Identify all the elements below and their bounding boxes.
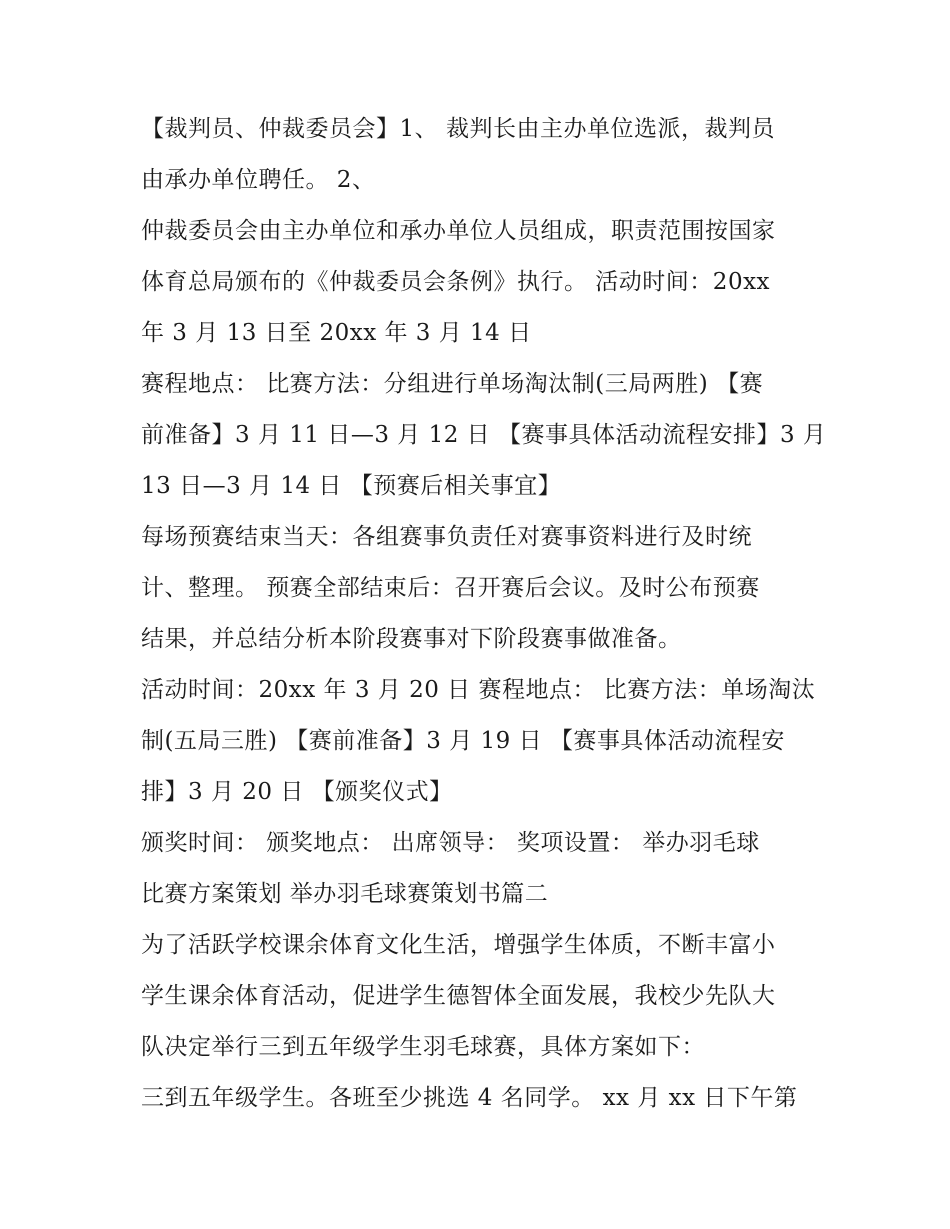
document-body [141,104,827,1124]
text-line: 制(五局三胜) 【赛前准备】3 月 19 日 【赛事具体活动流程安 [141,728,785,754]
text-line: 仲裁委员会由主办单位和承办单位人员组成，职责范围按国家 [141,218,776,244]
text-line: 由承办单位聘任。 2、 [141,167,376,193]
text-line: 计、整理。 预赛全部结束后：召开赛后会议。及时公布预赛 [141,575,760,601]
text-line: 学生课余体育活动，促进学生德智体全面发展，我校少先队大 [141,983,776,1009]
text-line: 前准备】3 月 11 日—3 月 12 日 【赛事具体活动流程安排】3 月 [141,422,827,448]
text-line: 三到五年级学生。各班至少挑选 4 名同学。 xx 月 xx 日下午第 [141,1085,798,1111]
text-line: 结果，并总结分析本阶段赛事对下阶段赛事做准备。 [141,626,682,652]
text-line: 每场预赛结束当天：各组赛事负责任对赛事资料进行及时统 [141,524,752,550]
text-line: 体育总局颁布的《仲裁委员会条例》执行。 活动时间：20xx [141,269,771,295]
text-line: 排】3 月 20 日 【颁奖仪式】 [141,779,453,805]
text-line: 赛程地点： 比赛方法：分组进行单场淘汰制(三局两胜) 【赛 [141,371,764,397]
text-line: 队决定举行三到五年级学生羽毛球赛，具体方案如下： [141,1034,705,1060]
text-line: 13 日—3 月 14 日 【预赛后相关事宜】 [141,473,562,499]
text-line: 颁奖时间： 颁奖地点： 出席领导： 奖项设置： 举办羽毛球 [141,830,760,856]
text-line: 为了活跃学校课余体育文化生活，增强学生体质，不断丰富小 [141,932,776,958]
text-line: 年 3 月 13 日至 20xx 年 3 月 14 日 [141,320,532,346]
text-line: 活动时间：20xx 年 3 月 20 日 赛程地点： 比赛方法：单场淘汰 [141,677,816,703]
text-line: 比赛方案策划 举办羽毛球赛策划书篇二 [141,881,549,907]
text-line: 【裁判员、仲裁委员会】1、 裁判长由主办单位选派，裁判员 [141,116,775,142]
